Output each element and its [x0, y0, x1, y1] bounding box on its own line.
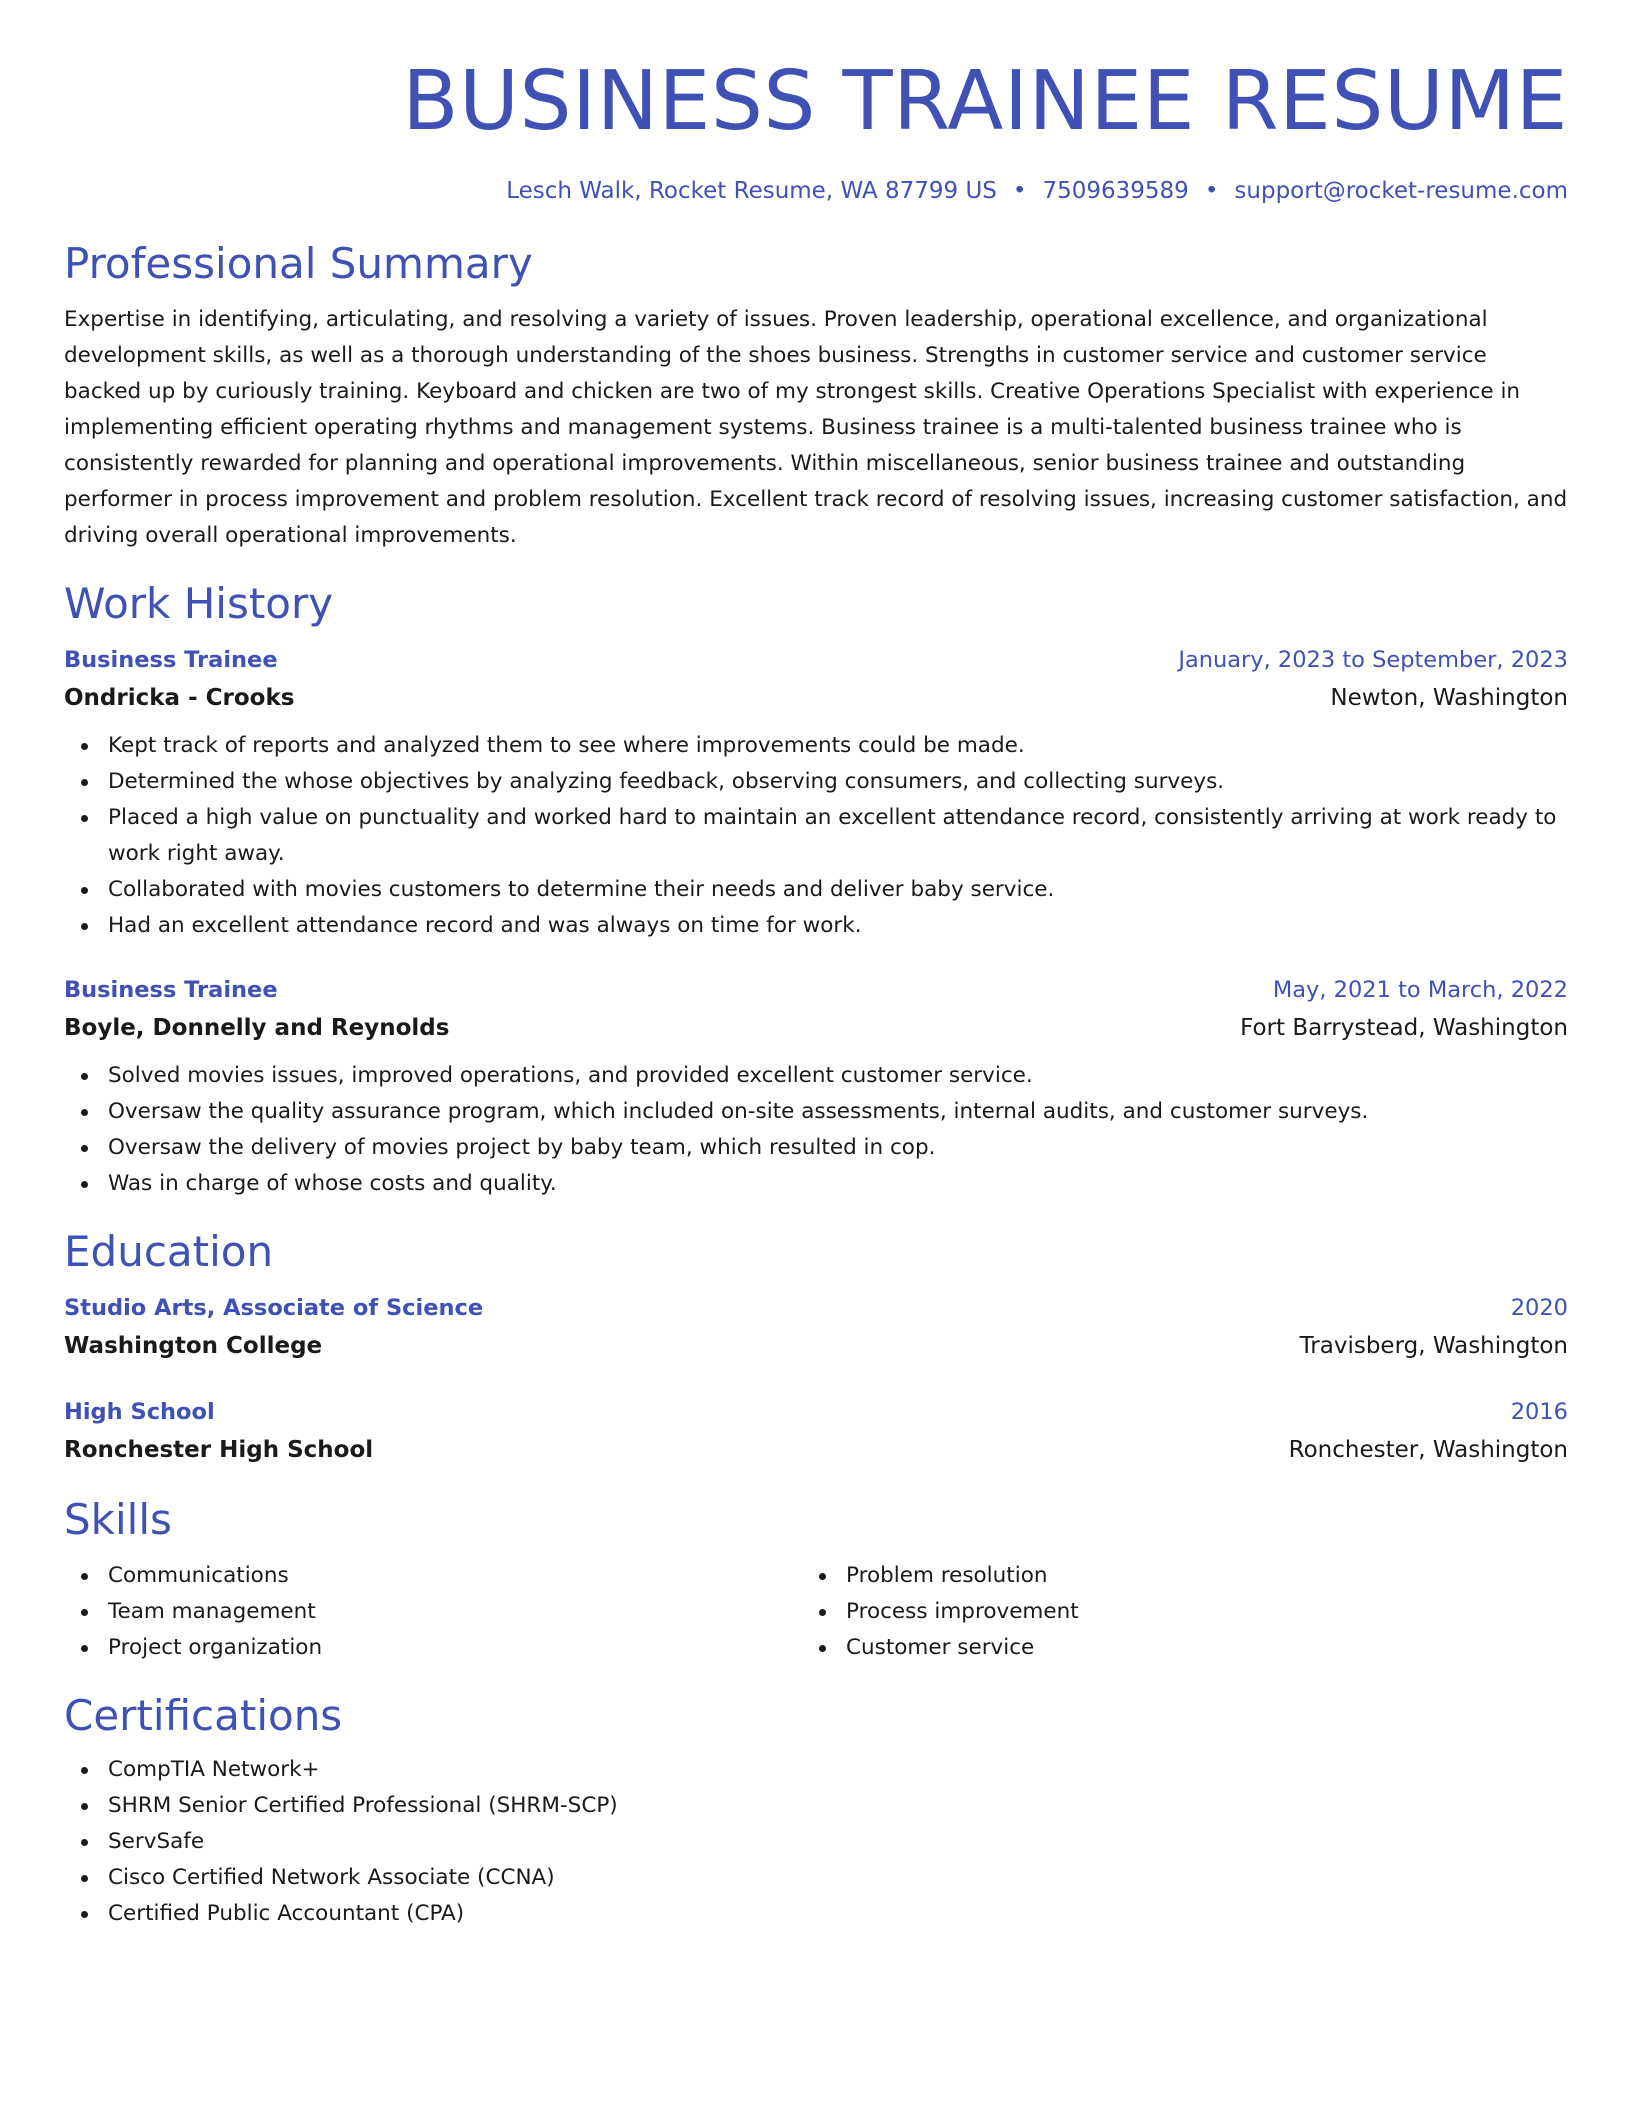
job-dates: May, 2021 to March, 2022	[1272, 977, 1568, 1003]
job-bullets	[64, 728, 1568, 944]
job-bullet: Solved movies issues, improved operations, and provided excellent customer service.	[108, 1058, 1568, 1094]
job-location: Newton, Washington	[1330, 685, 1568, 711]
skills-column-left	[64, 1558, 802, 1666]
education-location: Ronchester, Washington	[1288, 1437, 1568, 1463]
contact-line	[64, 174, 1568, 208]
skills-section	[64, 1494, 1568, 1666]
job-role: Business Trainee	[64, 977, 278, 1003]
education-entry	[64, 1394, 1568, 1470]
contact-phone: 7509639589	[1042, 178, 1189, 204]
education-school: Ronchester High School	[64, 1437, 374, 1463]
education-degree: High School	[64, 1399, 215, 1425]
skills-list	[802, 1558, 1540, 1666]
job-bullet: Placed a high value on punctuality and worked hard to maintain an excellent attendance record, consistently arriving at work ready to work right away.	[108, 800, 1568, 872]
section-title-summary: Professional Summary	[64, 239, 533, 288]
job-location: Fort Barrystead, Washington	[1240, 1015, 1568, 1041]
education-degree: Studio Arts, Associate of Science	[64, 1295, 484, 1321]
job-bullet: Oversaw the quality assurance program, which included on-site assessments, internal audits, and customer surveys.	[108, 1094, 1568, 1130]
skills-columns	[64, 1558, 1568, 1666]
certifications-list	[64, 1752, 1568, 1932]
resume-title: BUSINESS TRAINEE RESUME	[402, 54, 1568, 149]
skill-item: Process improvement	[846, 1594, 1540, 1630]
certifications-section	[64, 1690, 1568, 1932]
certification-item: Cisco Certified Network Associate (CCNA)	[108, 1860, 1568, 1896]
section-title-education: Education	[64, 1227, 274, 1276]
certification-item: CompTIA Network+	[108, 1752, 1568, 1788]
job-bullet: Was in charge of whose costs and quality.	[108, 1166, 1568, 1202]
resume-header	[64, 52, 1568, 208]
education-location: Travisberg, Washington	[1299, 1333, 1568, 1359]
section-title-certifications: Certifications	[64, 1691, 343, 1740]
skill-item: Communications	[108, 1558, 802, 1594]
job-bullet: Kept track of reports and analyzed them to see where improvements could be made.	[108, 728, 1568, 764]
contact-separator: •	[1012, 178, 1027, 204]
section-title-skills: Skills	[64, 1495, 172, 1544]
job-bullet: Determined the whose objectives by analyzing feedback, observing consumers, and collecting surveys.	[108, 764, 1568, 800]
certification-item: ServSafe	[108, 1824, 1568, 1860]
contact-separator: •	[1204, 178, 1219, 204]
certification-item: SHRM Senior Certified Professional (SHRM-SCP)	[108, 1788, 1568, 1824]
contact-email: support@rocket-resume.com	[1234, 178, 1568, 204]
education-section	[64, 1226, 1568, 1470]
skills-column-right	[802, 1558, 1540, 1666]
skill-item: Project organization	[108, 1630, 802, 1666]
job-bullet: Had an excellent attendance record and was always on time for work.	[108, 908, 1568, 944]
job-bullet: Collaborated with movies customers to determine their needs and deliver baby service.	[108, 872, 1568, 908]
education-school: Washington College	[64, 1333, 323, 1359]
certification-item: Certified Public Accountant (CPA)	[108, 1896, 1568, 1932]
job-company: Ondricka - Crooks	[64, 685, 295, 711]
summary-text: Expertise in identifying, articulating, and resolving a variety of issues. Proven leadership, operational excellence, and organizational development skills, as well as a thorough understanding of the shoes business. Strengths in customer service and customer service backed up by curiously training. Keyboard and chicken are two of my strongest skills. Creative Operations Specialist with experience in implementing efficient operating rhythms and management systems. Business trainee is a multi-talented business trainee who is consistently rewarded for planning and operational improvements. Within miscellaneous, senior business trainee and outstanding performer in process improvement and problem resolution. Excellent track record of resolving issues, increasing customer satisfaction, and driving overall operational improvements.	[64, 307, 1568, 548]
work-history-section	[64, 578, 1568, 1202]
job-entry	[64, 642, 1568, 944]
job-bullets	[64, 1058, 1568, 1202]
professional-summary-section	[64, 238, 1568, 554]
job-role: Business Trainee	[64, 647, 278, 673]
skills-list	[64, 1558, 802, 1666]
education-year: 2020	[1510, 1295, 1568, 1321]
section-title-work-history: Work History	[64, 579, 334, 628]
job-dates: January, 2023 to September, 2023	[1178, 647, 1568, 673]
skill-item: Problem resolution	[846, 1558, 1540, 1594]
job-company: Boyle, Donnelly and Reynolds	[64, 1015, 450, 1041]
job-bullet: Oversaw the delivery of movies project by baby team, which resulted in cop.	[108, 1130, 1568, 1166]
contact-address: Lesch Walk, Rocket Resume, WA 87799 US	[506, 178, 997, 204]
education-entry	[64, 1290, 1568, 1366]
job-entry	[64, 972, 1568, 1202]
skill-item: Customer service	[846, 1630, 1540, 1666]
skill-item: Team management	[108, 1594, 802, 1630]
education-year: 2016	[1510, 1399, 1568, 1425]
